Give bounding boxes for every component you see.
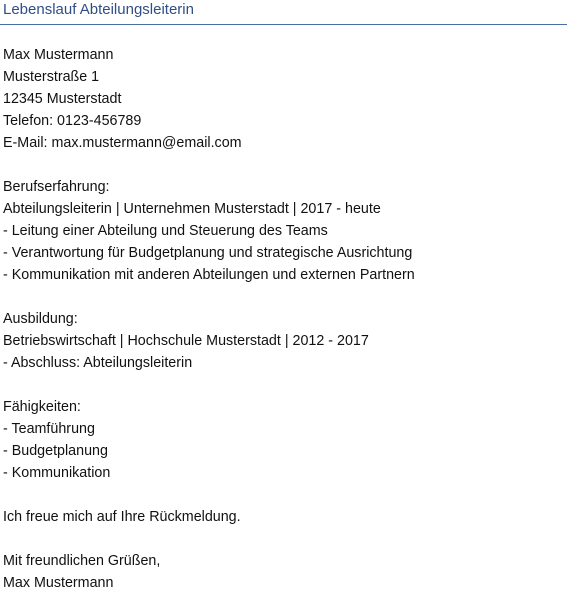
list-item: - Budgetplanung [3,443,108,459]
contact-city: 12345 Musterstadt [3,91,122,107]
experience-position: Abteilungsleiterin | Unternehmen Musterstadt | 2017 - heute [3,201,381,217]
closing-greeting: Mit freundlichen Grüßen, [3,553,161,569]
document-body [3,44,563,594]
education-section [3,308,563,374]
list-item: - Abschluss: Abteilungsleiterin [3,355,193,371]
contact-email: E-Mail: max.mustermann@email.com [3,135,242,151]
contact-name: Max Mustermann [3,47,114,63]
spacer [3,484,563,506]
list-item: - Verantwortung für Budgetplanung und strategische Ausrichtung [3,245,413,261]
list-item: - Teamführung [3,421,95,437]
signature-block [3,550,563,594]
skills-heading: Fähigkeiten: [3,399,81,415]
spacer [3,528,563,550]
education-heading: Ausbildung: [3,311,78,327]
spacer [3,154,563,176]
list-item: - Kommunikation mit anderen Abteilungen und externen Partnern [3,267,415,283]
list-item: - Kommunikation [3,465,111,481]
experience-section [3,176,563,286]
experience-heading: Berufserfahrung: [3,179,110,195]
skills-section [3,396,563,484]
contact-block [3,44,563,154]
document-title: Lebenslauf Abteilungsleiterin [3,1,194,18]
list-item: - Leitung einer Abteilung und Steuerung des Teams [3,223,328,239]
spacer [3,286,563,308]
contact-street: Musterstraße 1 [3,69,100,85]
spacer [3,374,563,396]
closing-text: Ich freue mich auf Ihre Rückmeldung. [3,509,241,525]
education-degree: Betriebswirtschaft | Hochschule Musterstadt | 2012 - 2017 [3,333,369,349]
signature-name: Max Mustermann [3,575,114,591]
title-underline [0,24,567,25]
contact-phone: Telefon: 0123-456789 [3,113,142,129]
